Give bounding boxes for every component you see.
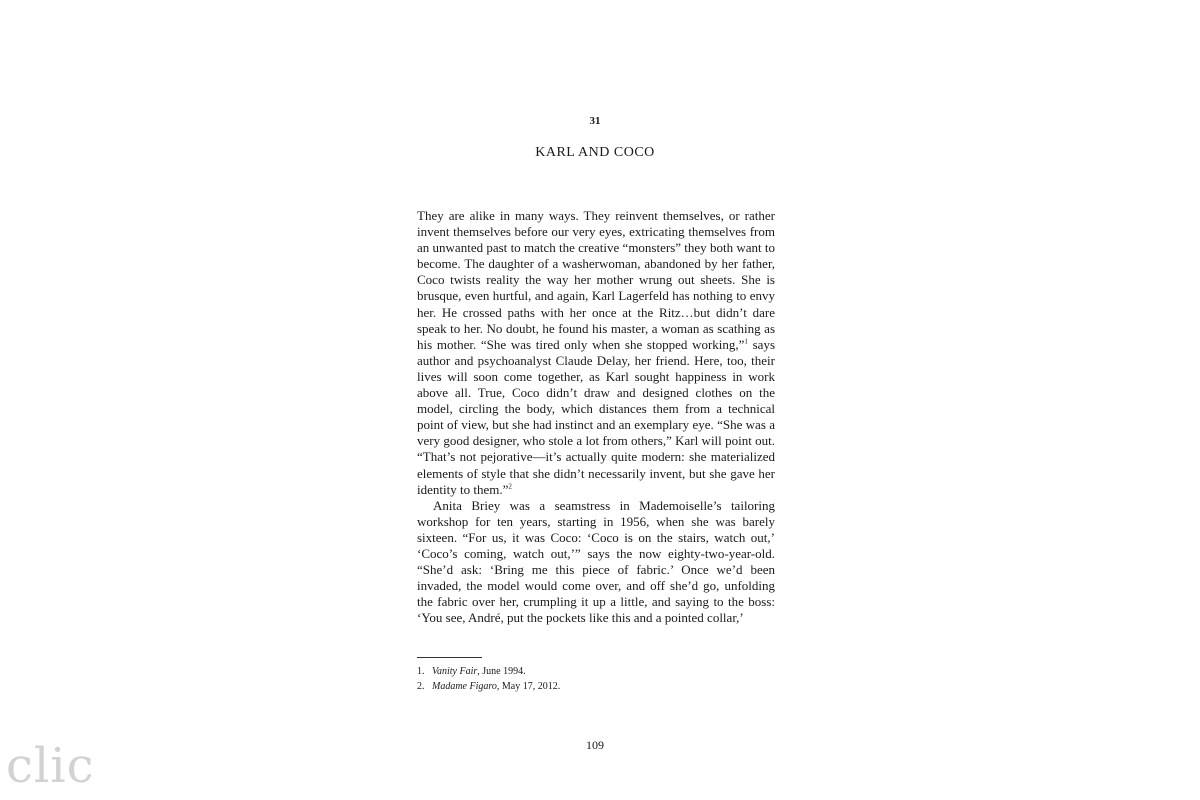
footnote-source: Vanity Fair — [432, 666, 478, 677]
paragraph-text: They are alike in many ways. They reinvent themselves, or rather invent themselves before our very eyes, extricating themselves from an unwanted past to match the creative “monsters” they both want to become. The daughter of a washerwoman, abandoned by her father, Coco twists reality the way her mother wrung out sheets. She is brusque, even hurtful, and again, Karl Lagerfeld has nothing to envy her. He crossed paths with her once at the Ritz…but didn’t dare speak to her. No doubt, he found his master, a woman as scathing as his mother. “She was tired only when she stopped working,” — [417, 208, 775, 352]
paragraph-text: says author and psychoanalyst Claude Delay, her friend. Here, too, their lives will soon come together, as Karl sought happiness in work above all. True, Coco didn’t draw and designed clothes on the model, circling the body, which distances them from a technical point of view, but she had instinct and an exemplary eye. “She was a very good designer, who stole a lot from others,” Karl will point out. “That’s not pejorative—it’s actually quite modern: she materialized elements of style that she didn’t necessarily invent, but she gave her identity to them.” — [417, 336, 775, 497]
paragraph: Anita Briey was a seamstress in Mademoiselle’s tailoring workshop for ten years, starting in 1956, when she was barely sixteen. “For us, it was Coco: ‘Coco is on the stairs, watch out,’ ‘Coco’s coming, watch out,’” says the now eighty-two-year-old. “She’d ask: ‘Bring me this piece of fabric.’ Once we’d been invaded, the model would come over, and off she’d go, unfolding the fabric over her, crumpling it up a little, and saying to the boss: ‘You see, André, put the pockets like this and a pointed collar,’ — [417, 497, 775, 626]
footnote-date: , May 17, 2012. — [496, 681, 561, 692]
footnotes — [417, 664, 775, 694]
footnote — [417, 664, 775, 679]
footnote-source: Madame Figaro — [432, 681, 497, 692]
footnote-text — [432, 664, 526, 679]
chapter-number: 31 — [589, 115, 601, 127]
footnote-divider — [417, 657, 482, 658]
footnote-date: , June 1994. — [477, 666, 526, 677]
watermark-logo: clic — [6, 738, 95, 794]
footnote-ref[interactable]: 1 — [744, 337, 748, 346]
footnote-ref[interactable]: 2 — [508, 482, 512, 491]
chapter-title: KARL AND COCO — [535, 145, 655, 160]
footnote-number: 1. — [417, 666, 425, 677]
footnote-text — [432, 679, 560, 694]
body-text — [417, 208, 775, 626]
footnote-number: 2. — [417, 681, 425, 692]
page-number: 109 — [586, 738, 604, 752]
footnote — [417, 679, 775, 694]
paragraph — [417, 208, 775, 498]
